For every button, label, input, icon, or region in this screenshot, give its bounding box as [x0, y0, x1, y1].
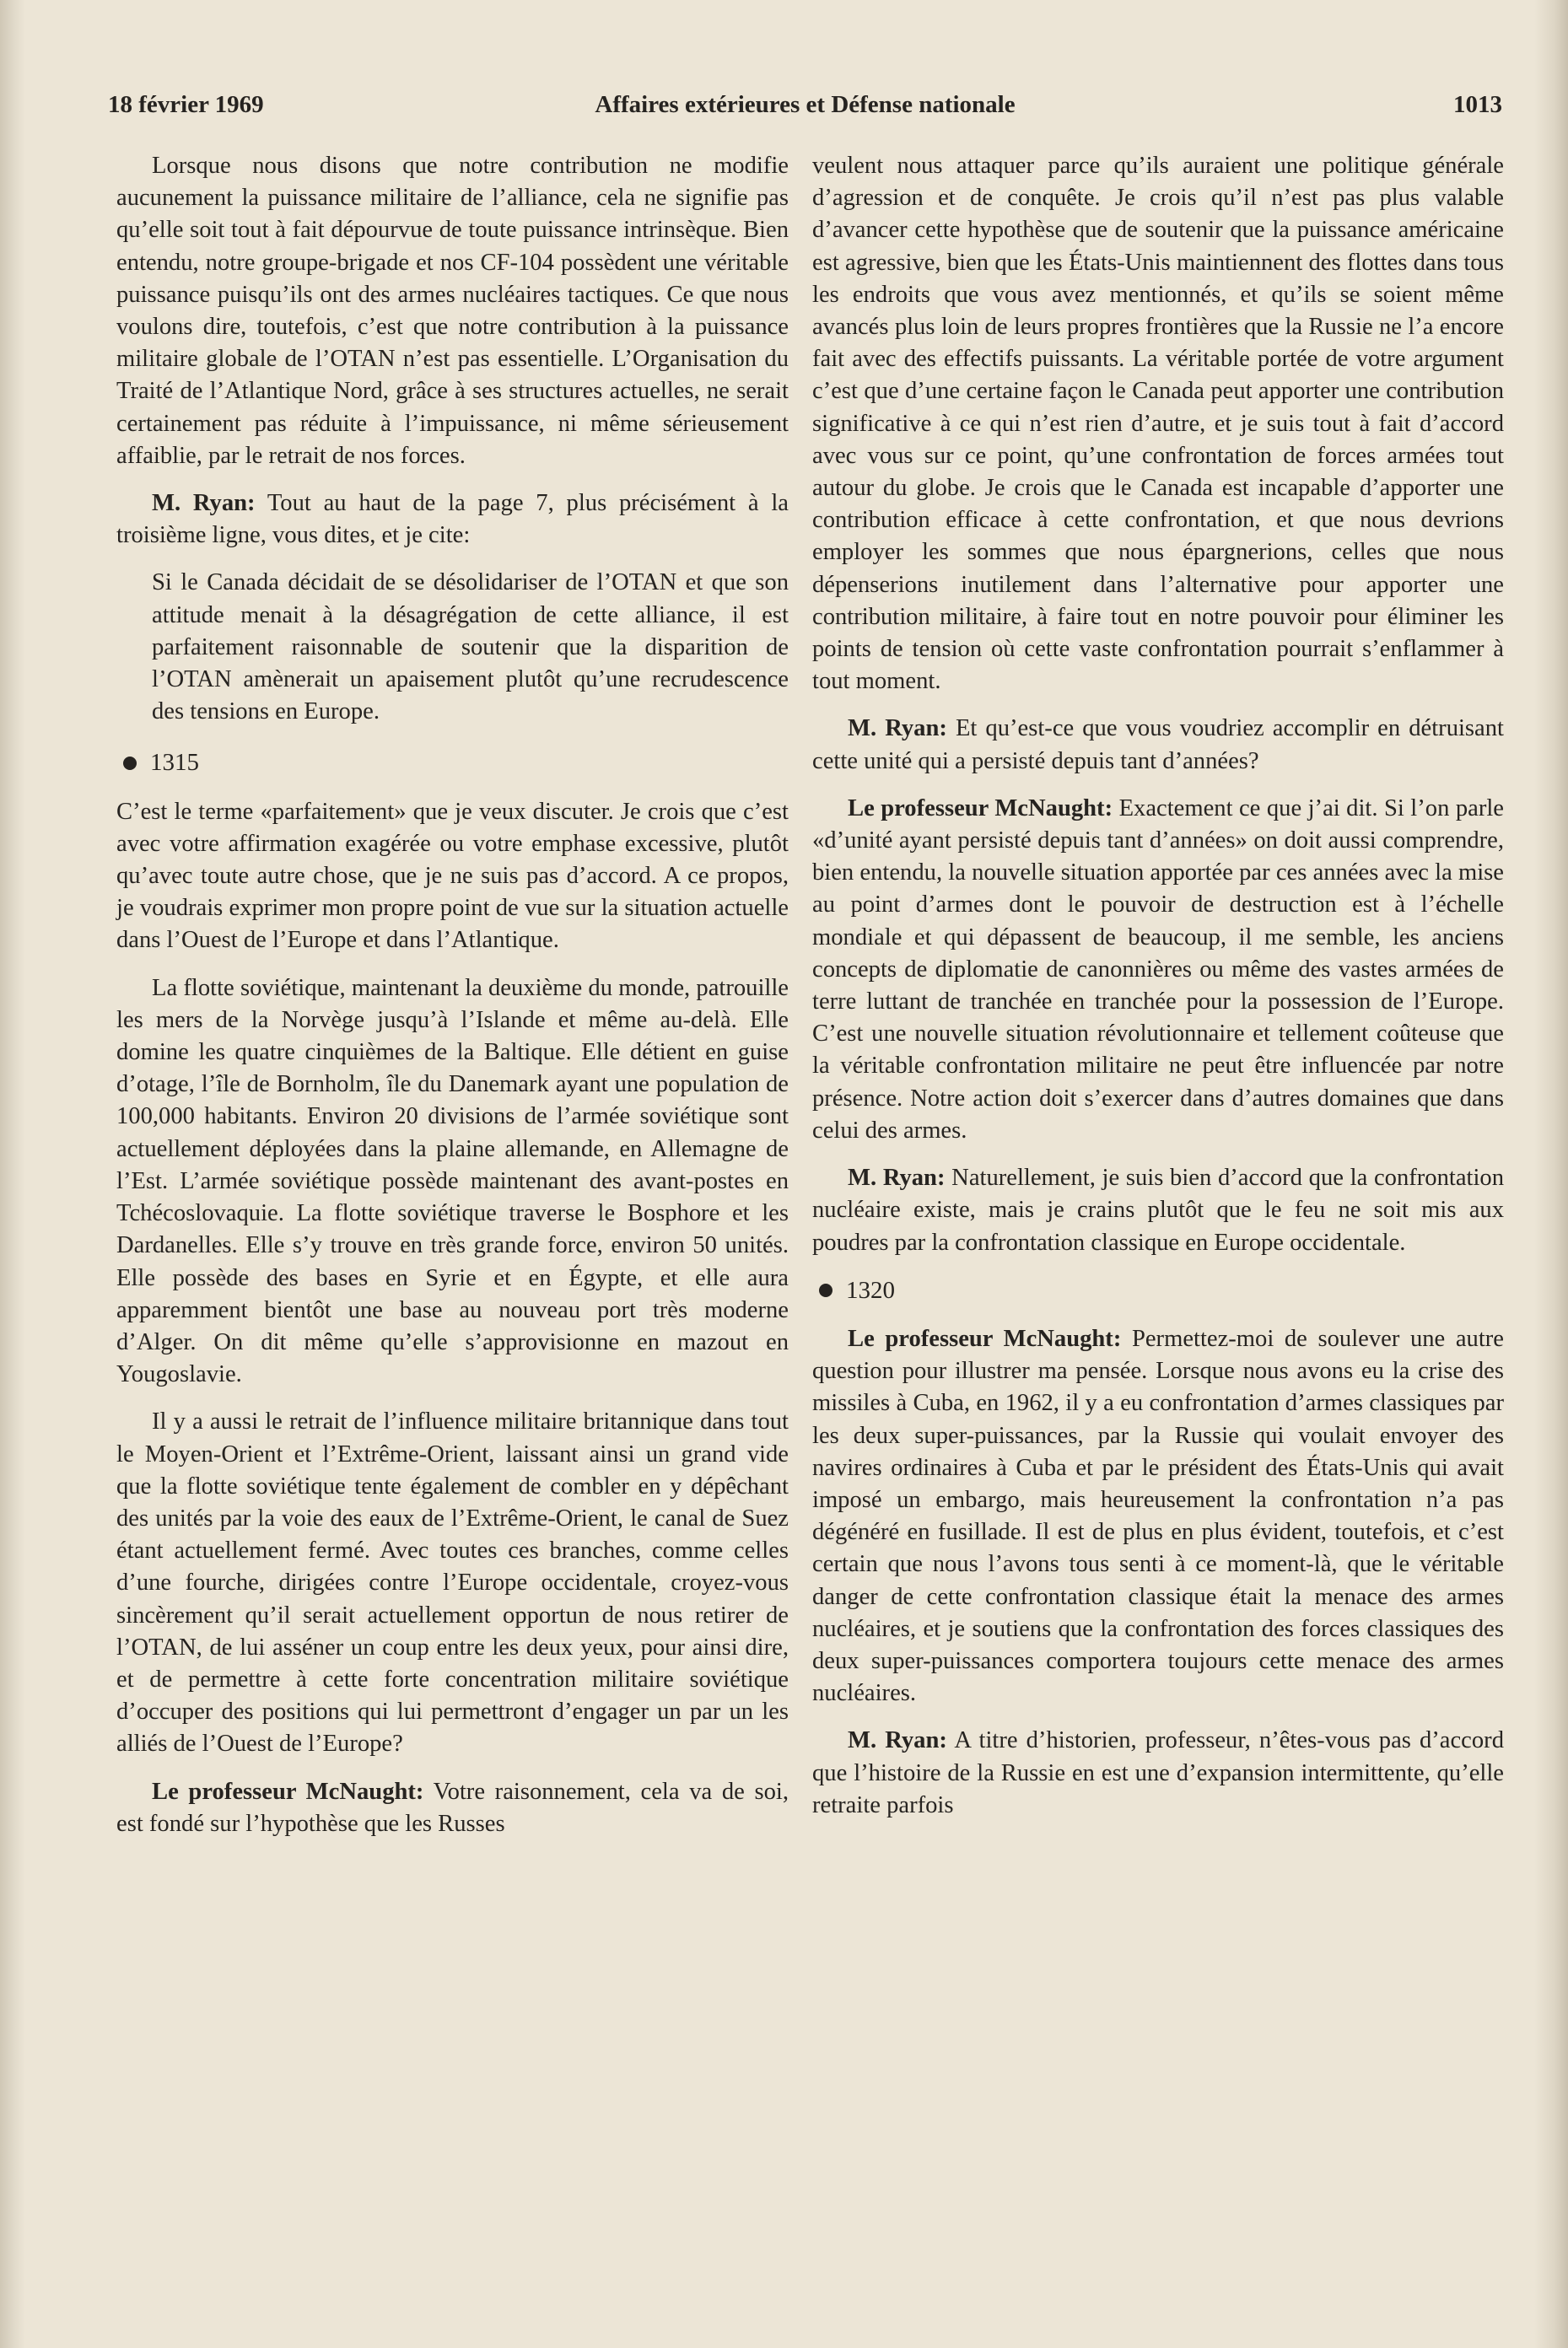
- bullet-icon: [123, 757, 137, 770]
- paragraph: Lorsque nous disons que notre contribution ne modifie aucunement la puissance militaire de l’alliance, cela ne signifie pas qu’elle soit tout à fait dépourvue de toute puissance intrinsèque. Bien entendu, notre groupe-brigade et nos CF-104 possèdent une véritable puissance puisqu’ils ont des armes nucléaires tactiques. Ce que nous voulons dire, toutefois, c’est que notre contribution à la puissance militaire globale de l’OTAN n’est pas essentielle. L’Organisation du Traité de l’Atlantique Nord, grâce à ses structures actuelles, ne serait certainement pas réduite à l’impuissance, ni même sérieusement affaiblie, par le retrait de nos forces.: [116, 153, 789, 469]
- speech-text: Exactement ce que j’ai dit. Si l’on parle «d’unité ayant persisté depuis tant d’années» on doit aussi comprendre, bien entendu, la nouvelle situation apportée par ces années avec la mise au point d’armes dont le pouvoir de destruction est à l’échelle mondiale et qui dépassent de beaucoup, il me semble, les anciens concepts de diplomatie de canonnières ou même des vastes armées de terre luttant de tranchée en tranchée pour la possession de l’Europe. C’est une nouvelle situation révolutionnaire et tellement coûteuse que la véritable confrontation militaire ne peut être influencée par notre présence. Notre action doit s’exercer dans d’autres domaines que dans celui des armes.: [812, 794, 1504, 1144]
- paragraph: C’est le terme «parfaitement» que je veux discuter. Je crois que c’est avec votre affirmation exagérée ou votre emphase excessive, plutôt qu’avec toute autre chose, que je ne suis pas d’accord. A ce propos, je voudrais exprimer mon propre point de vue sur la situation actuelle dans l’Ouest de l’Europe et dans l’Atlantique.: [116, 798, 789, 954]
- time-marker-label: 1320: [846, 1276, 895, 1304]
- left-column: [116, 150, 789, 1855]
- speaker-name: M. Ryan:: [848, 1165, 946, 1192]
- speech-text: Tout au haut de la page 7, plus précisément à la troisième ligne, vous dites, et je cite:: [116, 490, 789, 549]
- paragraph: La flotte soviétique, maintenant la deuxième du monde, patrouille les mers de la Norvège jusqu’à l’Islande et même au-delà. Elle domine les quatre cinquièmes de la Baltique. Elle détient en guise d’otage, l’île de Bornholm, île du Danemark ayant une population de 100,000 habitants. Environ 20 divisions de l’armée soviétique sont actuellement déployées dans la plaine allemande, en Allemagne de l’Est. L’armée soviétique possède maintenant des avant-postes en Tchécoslovaquie. La flotte soviétique traverse le Bosphore et les Dardanelles. Elle s’y trouve en très grande force, environ 50 unités. Elle possède des bases en Syrie et en Égypte, et elle aura apparemment bientôt une base au nouveau port très moderne d’Alger. On dit même qu’elle s’approvisionne en mazout en Yougoslavie.: [116, 974, 789, 1388]
- header-title: Affaires extérieures et Défense nationale: [595, 91, 1016, 118]
- page-header: [108, 91, 1502, 125]
- paragraph-ryan: [812, 1725, 1504, 1822]
- time-marker-label: 1315: [150, 749, 199, 777]
- header-date: 18 février 1969: [108, 91, 264, 118]
- speaker-name: Le professeur McNaught:: [848, 1325, 1122, 1352]
- speaker-name: M. Ryan:: [848, 1727, 947, 1754]
- speech-text: Et qu’est-ce que vous voudriez accomplir en détruisant cette unité qui a persisté depuis tant d’années?: [812, 715, 1504, 774]
- speaker-name: Le professeur McNaught:: [848, 794, 1113, 821]
- time-marker: [123, 746, 789, 778]
- speech-text: Permettez-moi de soulever une autre question pour illustrer ma pensée. Lorsque nous avons eu la crise des missiles à Cuba, en 1962, il y a eu confrontation d’armes classiques par les deux super-puissances, par la Russie qui voulait envoyer des navires ordinaires à Cuba et par le président des États-Unis qui avait imposé un embargo, mais heureusement la confrontation n’a pas dégénéré en fusillade. Il est de plus en plus évident, toutefois, et c’est certain que nous l’avons tous senti à ce moment-là, que le véritable danger de cette confrontation classique était la menace des armes nucléaires, et je soutiens que la confrontation des forces classiques des deux super-puissances comportera toujours cette menace des armes nucléaires.: [812, 1325, 1504, 1707]
- paragraph-mcnaught: [116, 1776, 789, 1840]
- right-column: [812, 150, 1504, 1837]
- paragraph-ryan: [116, 487, 789, 552]
- speaker-name: Le professeur McNaught:: [152, 1778, 424, 1805]
- paragraph: veulent nous attaquer parce qu’ils auraient une politique générale d’agression et de conquête. Je crois qu’il n’est pas plus valable d’avancer cette hypothèse que de soutenir que la puissance américaine est agressive, bien que les États-Unis maintiennent des flottes dans tous les endroits que vous avez mentionnés, et qu’ils se soient même avancés plus loin de leurs propres frontières que la Russie ne l’a encore fait avec des effectifs puissants. La véritable portée de votre argument c’est que d’une certaine façon le Canada peut apporter une contribution significative à ce qui n’est rien d’autre, et je suis tout à fait d’accord avec vous sur ce point, qu’une confrontation de forces armées tout autour du globe. Je crois que le Canada est incapable d’apporter une contribution efficace à cette confrontation, et que nous devrions employer les sommes que nous épargnerions, celles que nous dépenserions inutilement dans l’alternative pour apporter une contribution militaire, à faire tout en notre pouvoir pour éliminer les points de tension où cette vaste confrontation pourrait s’enflammer à tout moment.: [812, 153, 1504, 695]
- paragraph: Il y a aussi le retrait de l’influence militaire britannique dans tout le Moyen-Orient et l’Extrême-Orient, laissant ainsi un grand vide que la flotte soviétique tente également de combler en y dépêchant des unités par la voie des eaux de l’Extrême-Orient, le canal de Suez étant actuellement fermé. Avec toutes ces branches, comme celles d’une fourche, dirigées contre l’Europe occidentale, croyez-vous sincèrement qu’il serait actuellement opportun de nous retirer de l’OTAN, de lui asséner un coup entre les deux yeux, pour ainsi dire, et de permettre à cette forte concentration militaire soviétique d’occuper des positions qui lui permettront d’engager un par un les alliés de l’Ouest de l’Europe?: [116, 1408, 789, 1758]
- time-marker: [819, 1274, 1504, 1306]
- page-number: 1013: [1453, 91, 1502, 118]
- paragraph-ryan: [812, 1162, 1504, 1259]
- paragraph-mcnaught: [812, 793, 1504, 1147]
- speech-text: Votre raisonnement, cela va de soi, est fondé sur l’hypothèse que les Russes: [116, 1778, 789, 1837]
- speech-text: Naturellement, je suis bien d’accord que la confrontation nucléaire existe, mais je crains plutôt que le feu ne soit mis aux poudres par la confrontation classique en Europe occidentale.: [812, 1165, 1504, 1256]
- paragraph-ryan: [812, 713, 1504, 777]
- speaker-name: M. Ryan:: [152, 490, 256, 517]
- book-spine-shadow: [0, 0, 25, 2348]
- speaker-name: M. Ryan:: [848, 715, 947, 742]
- block-quote: Si le Canada décidait de se désolidariser de l’OTAN et que son attitude menait à la désagrégation de cette alliance, il est parfaitement raisonnable de soutenir que la disparition de l’OTAN amènerait un apaisement plutôt qu’une recrudescence des tensions en Europe.: [152, 569, 789, 725]
- speech-text: A titre d’historien, professeur, n’êtes-vous pas d’accord que l’histoire de la Russie en est une d’expansion intermittente, qu’elle retraite parfois: [812, 1727, 1504, 1818]
- bullet-icon: [819, 1284, 832, 1297]
- page-edge-shadow: [1534, 0, 1568, 2348]
- paragraph-mcnaught: [812, 1323, 1504, 1710]
